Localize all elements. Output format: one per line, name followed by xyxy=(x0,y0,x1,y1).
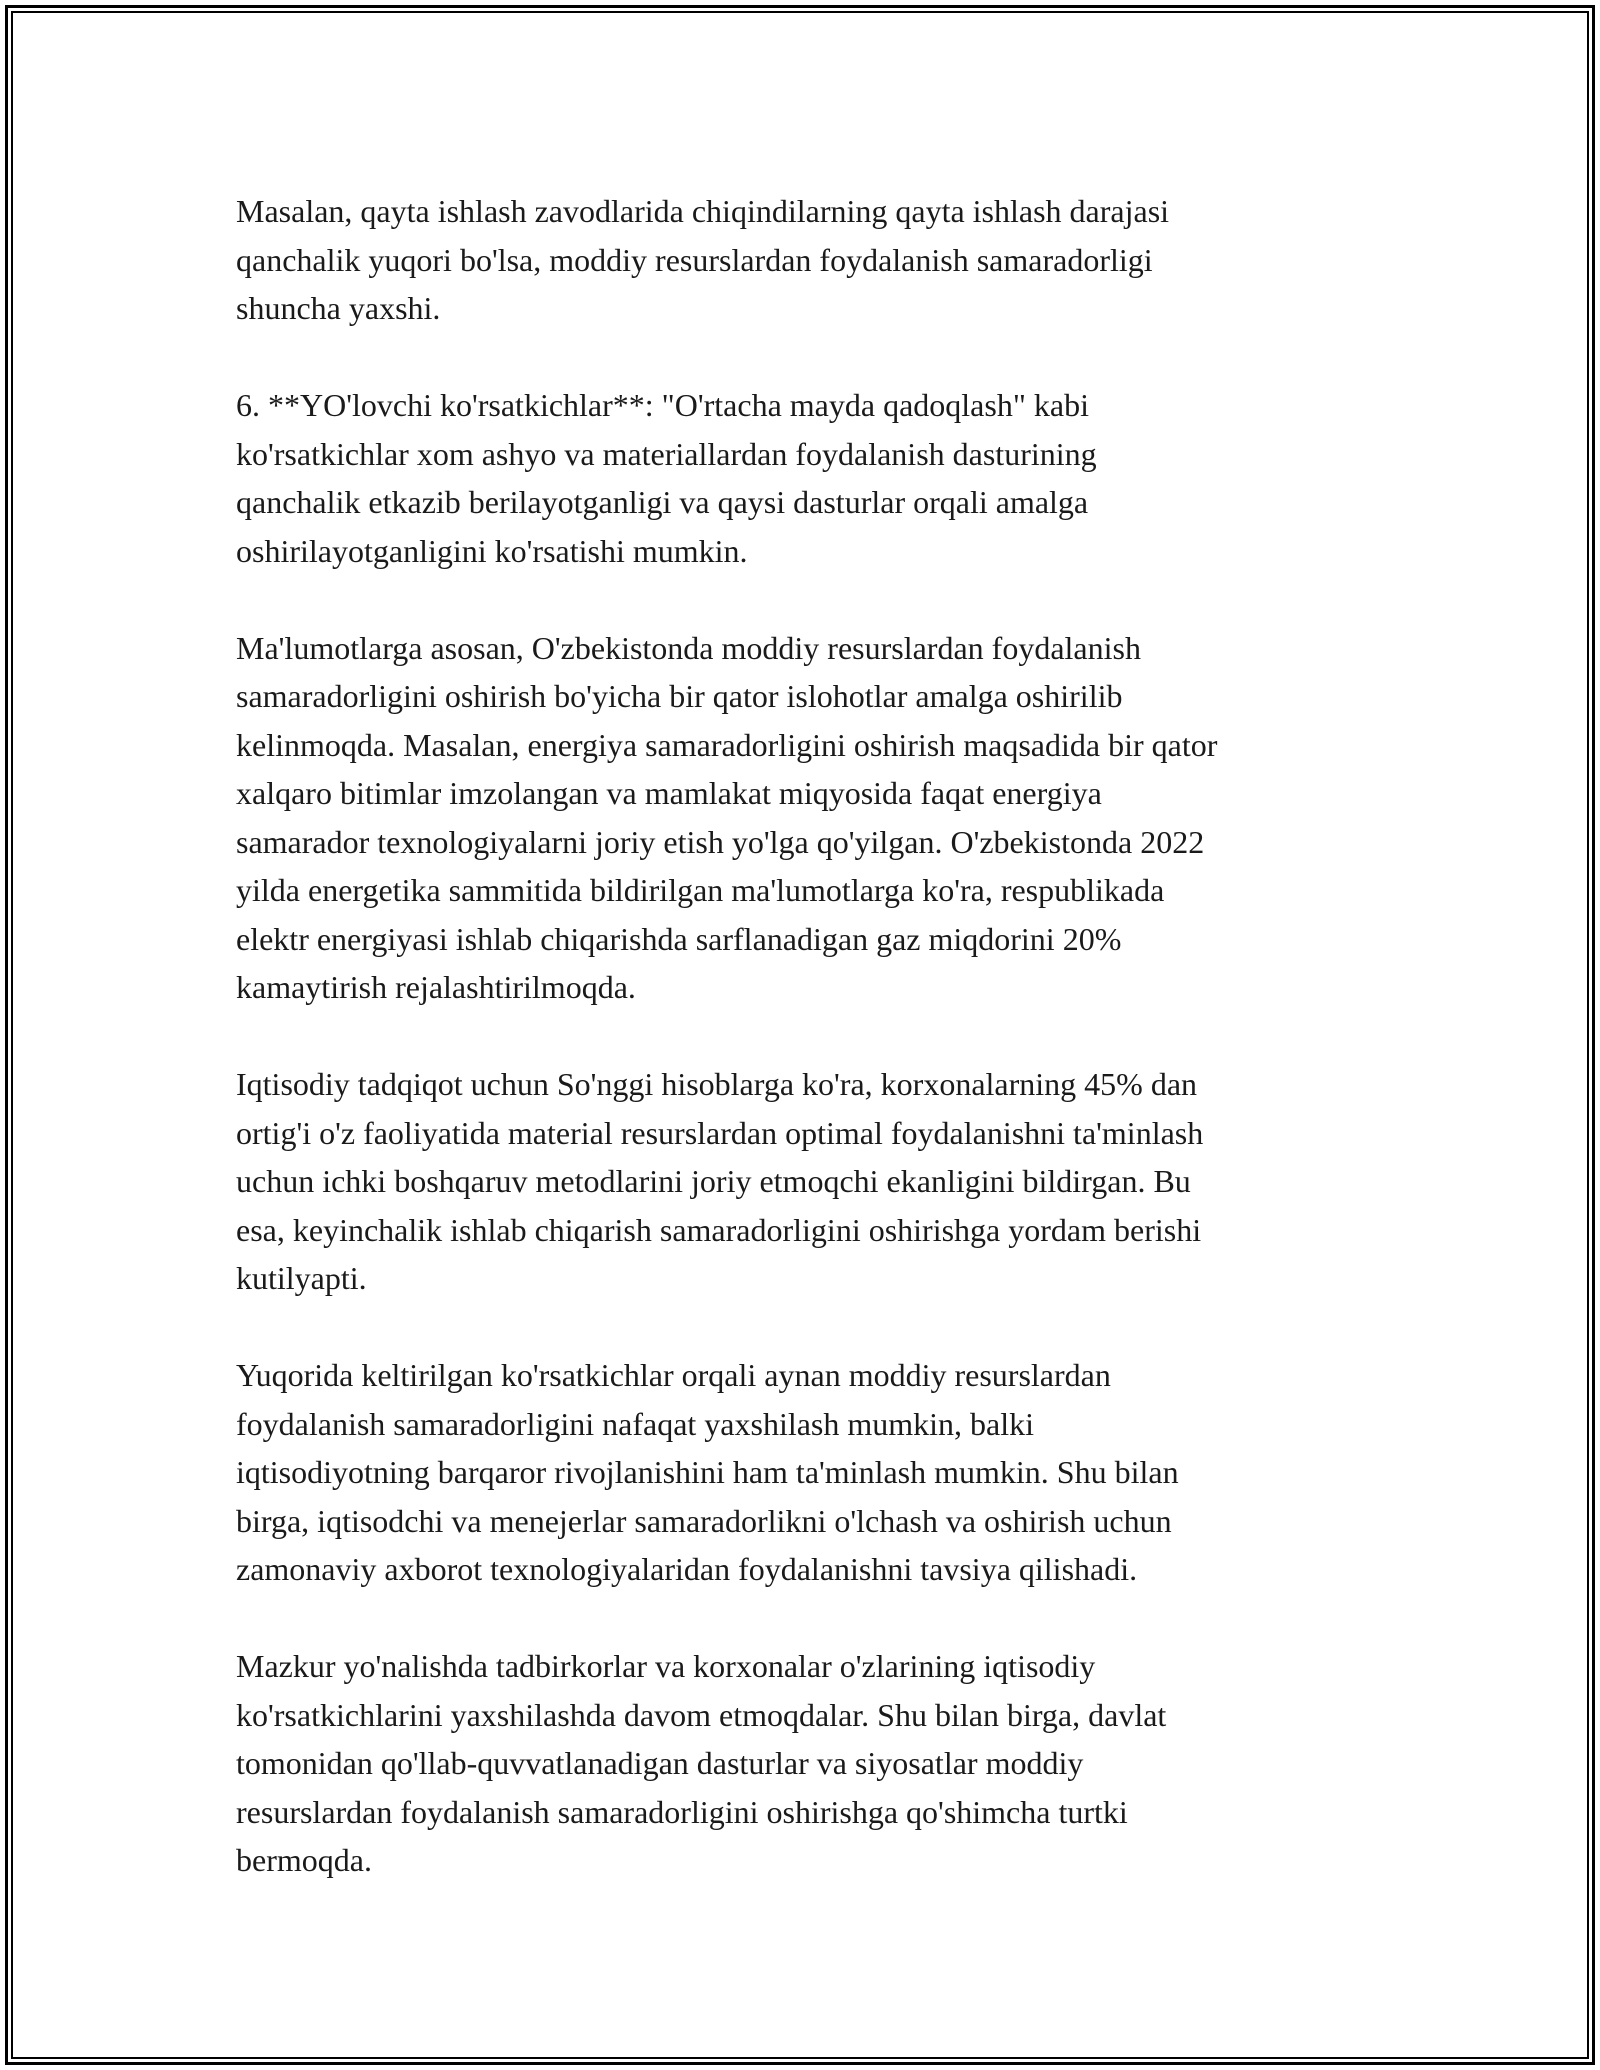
text-line: kelinmoqda. Masalan, energiya samaradorligini oshirish maqsadida bir qator xyxy=(236,726,1218,763)
paragraph-3 xyxy=(236,624,1416,1012)
text-line: samaradorligini oshirish bo'yicha bir qator islohotlar amalga oshirilib xyxy=(236,678,1123,714)
text-line: qanchalik yuqori bo'lsa, moddiy resurslardan foydalanish samaradorligi xyxy=(236,241,1153,278)
text-line: kamaytirish rejalashtirilmoqda. xyxy=(236,969,636,1005)
text-line: ortig'i o'z faoliyatida material resurslardan optimal foydalanishni ta'minlash xyxy=(236,1114,1204,1151)
paragraph-2 xyxy=(236,381,1416,575)
text-line: Iqtisodiy tadqiqot uchun So'nggi hisoblarga ko'ra, korxonalarning 45% dan xyxy=(236,1066,1198,1102)
text-line: zamonaviy axborot texnologiyalaridan foydalanishni tavsiya qilishadi. xyxy=(236,1551,1138,1587)
text-line: yilda energetika sammitida bildirilgan ma'lumotlarga ko'ra, respublikada xyxy=(236,872,1165,908)
text-line: birga, iqtisodchi va menejerlar samaradorlikni o'lchash va oshirish uchun xyxy=(236,1502,1172,1539)
text-line: foydalanish samaradorligini nafaqat yaxshilash mumkin, balki xyxy=(236,1405,1035,1442)
paragraph-6 xyxy=(236,1642,1416,1885)
text-line: resurslardan foydalanish samaradorligini oshirishga qo'shimcha turtki xyxy=(236,1793,1128,1830)
text-line: ko'rsatkichlarini yaxshilashda davom etmoqdalar. Shu bilan birga, davlat xyxy=(236,1696,1167,1733)
text-line: qanchalik etkazib berilayotganligi va qaysi dasturlar orqali amalga xyxy=(236,484,1089,520)
text-line: 6. **YO'lovchi ko'rsatkichlar**: "O'rtacha mayda qadoqlash" kabi xyxy=(236,387,1089,423)
text-line: uchun ichki boshqaruv metodlarini joriy etmoqchi ekanligini bildirgan. Bu xyxy=(236,1163,1191,1199)
paragraph-5 xyxy=(236,1351,1416,1594)
text-line: oshirilayotganligini ko'rsatishi mumkin. xyxy=(236,532,748,569)
text-line: xalqaro bitimlar imzolangan va mamlakat miqyosida faqat energiya xyxy=(236,775,1102,811)
text-line: tomonidan qo'llab-quvvatlanadigan dasturlar va siyosatlar moddiy xyxy=(236,1745,1084,1781)
text-line: bermoqda. xyxy=(236,1842,372,1878)
text-line: Masalan, qayta ishlash zavodlarida chiqindilarning qayta ishlash darajasi xyxy=(236,193,1170,229)
document-body xyxy=(236,187,1416,1933)
text-line: ko'rsatkichlar xom ashyo va materiallardan foydalanish dasturining xyxy=(236,435,1097,472)
text-line: samarador texnologiyalarni joriy etish yo'lga qo'yilgan. O'zbekistonda 2022 xyxy=(236,823,1205,860)
paragraph-4 xyxy=(236,1060,1416,1303)
text-line: elektr energiyasi ishlab chiqarishda sarflanadigan gaz miqdorini 20% xyxy=(236,920,1122,957)
text-line: iqtisodiyotning barqaror rivojlanishini ham ta'minlash mumkin. Shu bilan xyxy=(236,1454,1179,1490)
text-line: Yuqorida keltirilgan ko'rsatkichlar orqali aynan moddiy resurslardan xyxy=(236,1357,1111,1393)
text-line: kutilyapti. xyxy=(236,1260,367,1296)
text-line: Mazkur yo'nalishda tadbirkorlar va korxonalar o'zlarining iqtisodiy xyxy=(236,1648,1096,1684)
text-line: esa, keyinchalik ishlab chiqarish samaradorligini oshirishga yordam berishi xyxy=(236,1211,1202,1248)
text-line: shuncha yaxshi. xyxy=(236,290,441,326)
paragraph-1 xyxy=(236,187,1416,333)
text-line: Ma'lumotlarga asosan, O'zbekistonda moddiy resurslardan foydalanish xyxy=(236,629,1141,666)
